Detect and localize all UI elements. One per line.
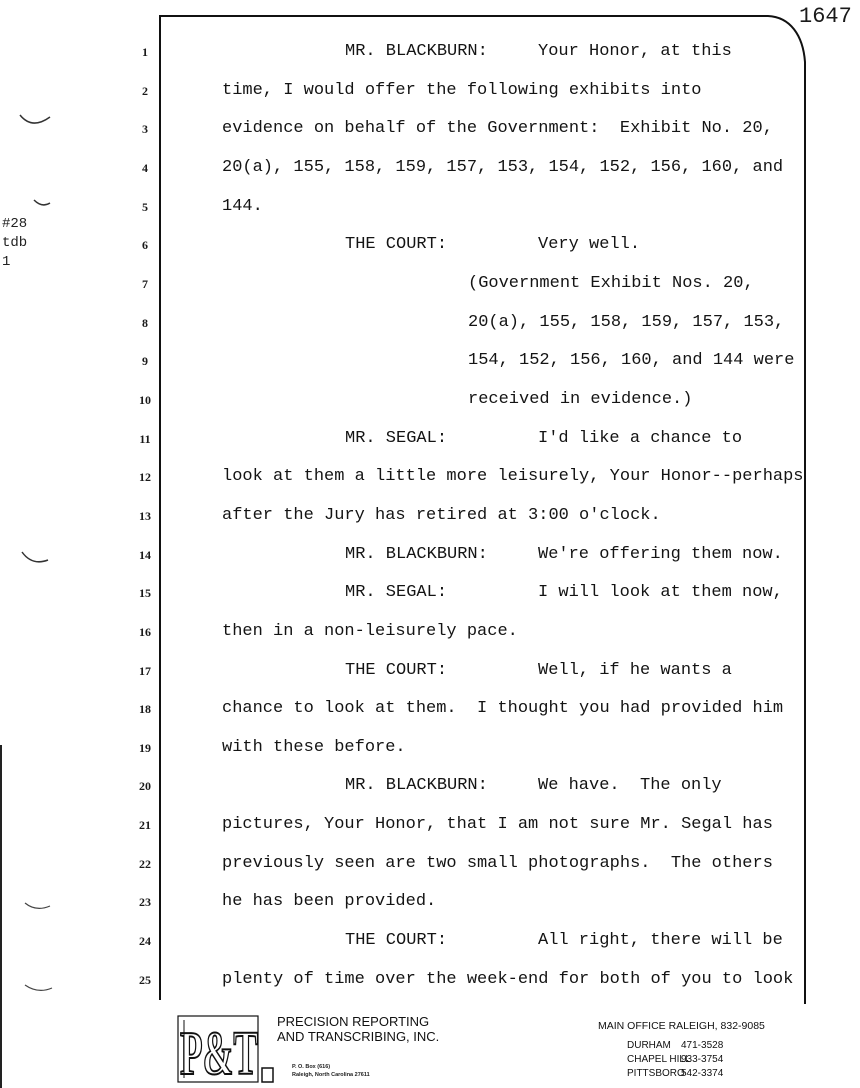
speaker-label: MR. SEGAL:: [345, 428, 448, 448]
speaker-label: MR. BLACKBURN:: [345, 544, 488, 564]
line-text: 20(a), 155, 158, 159, 157, 153, 154, 152, 156, 160, and: [222, 157, 784, 177]
speaker-label: MR. BLACKBURN:: [345, 42, 488, 61]
transcript-line: [0, 506, 860, 545]
line-number: 15: [139, 586, 151, 601]
line-text: I will look at them now,: [538, 583, 783, 603]
line-text: I'd like a chance to: [538, 428, 743, 448]
transcript-line: [0, 776, 860, 815]
margin-note: tdb: [2, 235, 28, 251]
line-text: chance to look at them. I thought you had provided him: [222, 699, 784, 719]
margin-note: #28: [2, 216, 28, 232]
speaker-label: THE COURT:: [345, 931, 448, 951]
page-number: 1647: [799, 4, 852, 29]
line-number: 13: [139, 508, 151, 523]
transcript-line: [0, 467, 860, 506]
margin-note: 1: [2, 254, 11, 270]
transcript-line: [0, 661, 860, 700]
transcript-line: [0, 119, 860, 158]
parenthetical-text: (Government Exhibit Nos. 20,: [468, 273, 754, 293]
transcript-line: [0, 429, 860, 468]
line-number: 5: [142, 199, 148, 214]
line-text: then in a non-leisurely pace.: [222, 621, 518, 641]
office-city: CHAPEL HILL: [627, 1054, 691, 1065]
office-phone: 542-3374: [681, 1068, 724, 1079]
line-number: 21: [139, 818, 151, 833]
transcript-line: [0, 274, 860, 313]
parenthetical-text: 20(a), 155, 158, 159, 157, 153,: [468, 312, 785, 332]
line-number: 10: [139, 392, 151, 407]
transcript-line: [0, 699, 860, 738]
speaker-label: THE COURT:: [345, 235, 448, 255]
line-text: look at them a little more leisurely, Your Honor--perhaps: [222, 467, 804, 487]
line-number: 8: [142, 315, 148, 330]
transcript-line: [0, 815, 860, 854]
line-text: 144.: [222, 196, 263, 216]
transcript-line: [0, 622, 860, 661]
office-phone: 933-3754: [681, 1054, 724, 1065]
transcript-line: [0, 931, 860, 970]
line-number: 12: [139, 470, 151, 485]
parenthetical-text: received in evidence.): [468, 389, 693, 409]
transcript-line: [0, 313, 860, 352]
office-city: DURHAM: [627, 1040, 671, 1051]
office-city: PITTSBORO: [627, 1068, 685, 1079]
transcript-line: [0, 42, 860, 81]
line-text: We're offering them now.: [538, 544, 783, 564]
company-logo: [176, 1012, 276, 1086]
line-number: 20: [139, 779, 151, 794]
line-text: Well, if he wants a: [538, 660, 732, 680]
line-number: 18: [139, 702, 151, 717]
line-number: 6: [142, 238, 148, 253]
transcript-line: [0, 970, 860, 1009]
line-number: 16: [139, 624, 151, 639]
logo-lettering: P&T: [180, 1020, 258, 1086]
speaker-label: MR. BLACKBURN:: [345, 776, 488, 796]
transcript-line: [0, 892, 860, 931]
parenthetical-text: 154, 152, 156, 160, and 144 were: [468, 351, 795, 371]
office-phone: 471-3528: [681, 1040, 724, 1051]
line-number: 9: [142, 354, 148, 369]
main-office: MAIN OFFICE RALEIGH, 832-9085: [598, 1020, 765, 1032]
line-text: We have. The only: [538, 776, 722, 796]
line-text: Your Honor, at this: [538, 42, 732, 61]
line-number: 22: [139, 856, 151, 871]
line-text: evidence on behalf of the Government: Exhibit No. 20,: [222, 119, 773, 139]
transcript-line: [0, 854, 860, 893]
line-text: previously seen are two small photographs. The others: [222, 853, 773, 873]
company-address-line2: Raleigh, North Carolina 27611: [292, 1072, 370, 1078]
line-number: 24: [139, 934, 151, 949]
line-text: Very well.: [538, 235, 641, 255]
transcript-line: [0, 390, 860, 429]
transcript-line: [0, 545, 860, 584]
line-number: 19: [139, 740, 151, 755]
transcript-line: [0, 738, 860, 777]
line-number: 3: [142, 122, 148, 137]
line-text: plenty of time over the week-end for both of you to look: [222, 969, 794, 989]
company-name-line2: AND TRANSCRIBING, INC.: [277, 1029, 440, 1044]
line-number: 7: [142, 276, 148, 291]
transcript-line: [0, 158, 860, 197]
line-number: 23: [139, 895, 151, 910]
line-number: 1: [142, 45, 148, 59]
transcript-line: [0, 583, 860, 622]
speaker-label: THE COURT:: [345, 660, 448, 680]
transcript-line: [0, 197, 860, 236]
line-text: he has been provided.: [222, 892, 437, 912]
line-number: 14: [139, 547, 151, 562]
office-listing: [627, 1067, 757, 1080]
company-name-line1: PRECISION REPORTING: [277, 1014, 430, 1029]
transcript-body: [0, 42, 860, 1008]
line-number: 2: [142, 83, 148, 98]
transcript-line: [0, 351, 860, 390]
line-text: with these before.: [222, 737, 406, 757]
line-text: pictures, Your Honor, that I am not sure Mr. Segal has: [222, 815, 773, 835]
office-listing: [627, 1053, 757, 1066]
line-number: 17: [139, 663, 151, 678]
line-number: 4: [142, 160, 148, 175]
company-address-line1: P. O. Box (616): [292, 1064, 331, 1070]
line-number: 25: [139, 972, 151, 987]
speaker-label: MR. SEGAL:: [345, 583, 448, 603]
transcript-line: [0, 235, 860, 274]
transcript-line: [0, 81, 860, 120]
office-listing: [627, 1039, 757, 1052]
line-number: 11: [139, 431, 151, 446]
line-text: after the Jury has retired at 3:00 o'clock.: [222, 505, 661, 525]
line-text: time, I would offer the following exhibits into: [222, 80, 702, 100]
line-text: All right, there will be: [538, 931, 783, 951]
